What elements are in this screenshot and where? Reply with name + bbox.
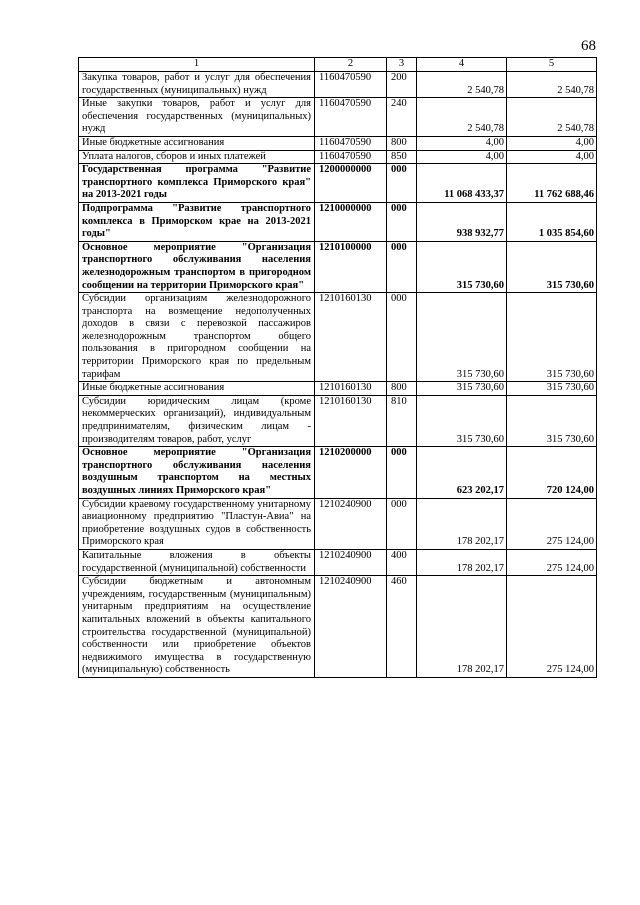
row-value-2019-cell: 178 202,17 (417, 498, 507, 549)
row-code-cell: 1210100000 (315, 241, 387, 292)
row-code-cell: 1160470590 (315, 150, 387, 164)
row-code-cell: 1160470590 (315, 98, 387, 137)
row-name-cell: Субсидии бюджетным и автономным учреждениям, государственным (муниципальным) унитарным предприятиям на осуществление капитальных вложений в объекты капитального строительства государственной (муниципальной) собственности или приобретение объектов недвижимого имущества в государственную (муниципальную) собственность (79, 576, 315, 678)
row-value-2020-cell: 315 730,60 (507, 293, 597, 382)
table-row (79, 136, 597, 150)
table-row (79, 382, 597, 396)
table-header-row (79, 58, 597, 72)
row-code-cell: 1200000000 (315, 164, 387, 203)
table-row (79, 395, 597, 446)
row-code-cell: 1210160130 (315, 382, 387, 396)
table-row (79, 549, 597, 575)
row-value-2020-cell: 4,00 (507, 150, 597, 164)
row-name-cell: Уплата налогов, сборов и иных платежей (79, 150, 315, 164)
row-type-cell: 000 (387, 164, 417, 203)
table-row (79, 164, 597, 203)
table-row (79, 241, 597, 292)
row-value-2019-cell: 2 540,78 (417, 72, 507, 98)
table-row (79, 150, 597, 164)
row-name-cell: Субсидии организациям железнодорожного транспорта на возмещение недополученных доходов в связи с перевозкой пассажиров железнодорожным транспортом общего пользования в пригородном сообщении на территории Приморского края по предельным тарифам (79, 293, 315, 382)
table-row (79, 293, 597, 382)
header-cell: 4 (417, 58, 507, 72)
row-value-2019-cell: 938 932,77 (417, 202, 507, 241)
row-code-cell: 1210240900 (315, 498, 387, 549)
row-code-cell: 1160470590 (315, 72, 387, 98)
row-type-cell: 460 (387, 576, 417, 678)
budget-table (78, 57, 597, 678)
row-name-cell: Субсидии юридическим лицам (кроме некоммерческих организаций), индивидуальным предпринимателям, физическим лицам - производителям товаров, работ, услуг (79, 395, 315, 446)
row-value-2019-cell: 4,00 (417, 136, 507, 150)
row-type-cell: 000 (387, 202, 417, 241)
row-type-cell: 000 (387, 241, 417, 292)
row-code-cell: 1210200000 (315, 447, 387, 498)
row-name-cell: Государственная программа "Развитие транспортного комплекса Приморского края" на 2013-2021 годы (79, 164, 315, 203)
table-row (79, 576, 597, 678)
row-type-cell: 000 (387, 293, 417, 382)
row-value-2019-cell: 315 730,60 (417, 395, 507, 446)
row-value-2019-cell: 178 202,17 (417, 576, 507, 678)
row-value-2020-cell: 2 540,78 (507, 98, 597, 137)
row-type-cell: 000 (387, 498, 417, 549)
row-code-cell: 1210240900 (315, 549, 387, 575)
row-name-cell: Подпрограмма "Развитие транспортного комплекса в Приморском крае на 2013-2021 годы" (79, 202, 315, 241)
row-name-cell: Иные бюджетные ассигнования (79, 136, 315, 150)
row-value-2019-cell: 315 730,60 (417, 382, 507, 396)
row-type-cell: 800 (387, 136, 417, 150)
row-value-2020-cell: 315 730,60 (507, 395, 597, 446)
row-name-cell: Основное мероприятие "Организация транспортного обслуживания населения железнодорожным транспортом в пригородном сообщении на территории Приморского края" (79, 241, 315, 292)
row-name-cell: Основное мероприятие "Организация транспортного обслуживания населения воздушным транспортом на местных воздушных линиях Приморского края" (79, 447, 315, 498)
row-value-2019-cell: 4,00 (417, 150, 507, 164)
row-value-2020-cell: 275 124,00 (507, 498, 597, 549)
row-type-cell: 400 (387, 549, 417, 575)
row-code-cell: 1210160130 (315, 395, 387, 446)
row-value-2019-cell: 178 202,17 (417, 549, 507, 575)
row-code-cell: 1210160130 (315, 293, 387, 382)
row-value-2020-cell: 275 124,00 (507, 576, 597, 678)
row-value-2020-cell: 11 762 688,46 (507, 164, 597, 203)
header-cell: 1 (79, 58, 315, 72)
row-type-cell: 240 (387, 98, 417, 137)
row-type-cell: 810 (387, 395, 417, 446)
row-code-cell: 1160470590 (315, 136, 387, 150)
row-name-cell: Закупка товаров, работ и услуг для обеспечения государственных (муниципальных) нужд (79, 72, 315, 98)
header-cell: 3 (387, 58, 417, 72)
page-number: 68 (581, 38, 596, 54)
row-name-cell: Иные закупки товаров, работ и услуг для обеспечения государственных (муниципальных) нужд (79, 98, 315, 137)
row-value-2019-cell: 2 540,78 (417, 98, 507, 137)
row-code-cell: 1210000000 (315, 202, 387, 241)
table-row (79, 447, 597, 498)
header-cell: 2 (315, 58, 387, 72)
table-row (79, 72, 597, 98)
row-value-2019-cell: 11 068 433,37 (417, 164, 507, 203)
row-value-2020-cell: 315 730,60 (507, 382, 597, 396)
row-type-cell: 000 (387, 447, 417, 498)
row-name-cell: Капитальные вложения в объекты государственной (муниципальной) собственности (79, 549, 315, 575)
row-value-2020-cell: 720 124,00 (507, 447, 597, 498)
row-type-cell: 850 (387, 150, 417, 164)
row-type-cell: 800 (387, 382, 417, 396)
table-row (79, 202, 597, 241)
row-value-2020-cell: 1 035 854,60 (507, 202, 597, 241)
table-row (79, 498, 597, 549)
row-value-2020-cell: 275 124,00 (507, 549, 597, 575)
row-value-2019-cell: 623 202,17 (417, 447, 507, 498)
row-value-2019-cell: 315 730,60 (417, 293, 507, 382)
row-value-2020-cell: 4,00 (507, 136, 597, 150)
header-cell: 5 (507, 58, 597, 72)
row-name-cell: Субсидии краевому государственному унитарному авиационному предприятию "Пластун-Авиа" на приобретение воздушных судов в собственность Приморского края (79, 498, 315, 549)
row-name-cell: Иные бюджетные ассигнования (79, 382, 315, 396)
row-code-cell: 1210240900 (315, 576, 387, 678)
row-type-cell: 200 (387, 72, 417, 98)
row-value-2020-cell: 315 730,60 (507, 241, 597, 292)
row-value-2020-cell: 2 540,78 (507, 72, 597, 98)
table-row (79, 98, 597, 137)
row-value-2019-cell: 315 730,60 (417, 241, 507, 292)
